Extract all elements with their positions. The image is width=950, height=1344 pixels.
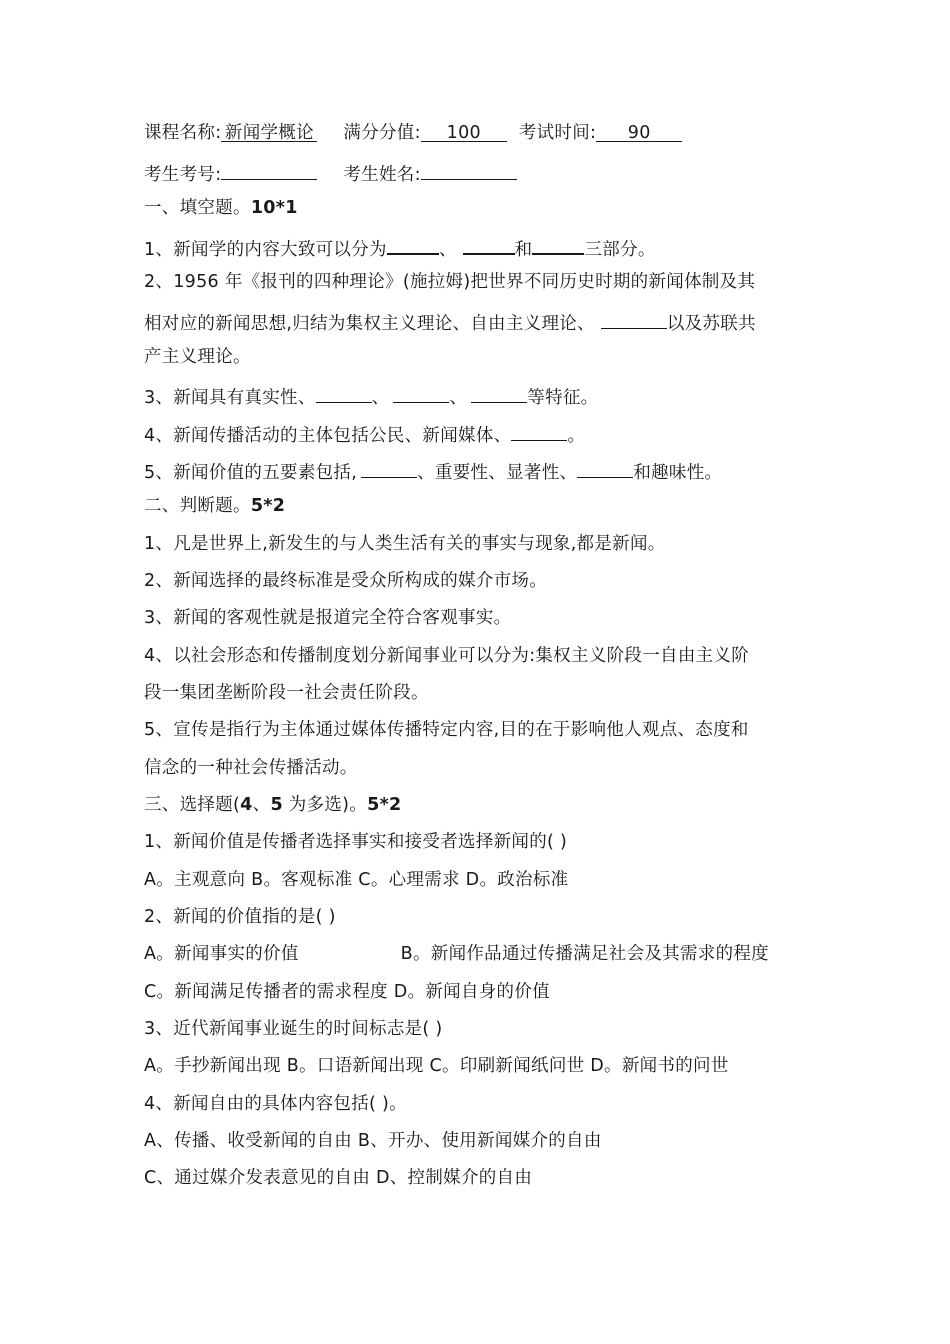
answer-blank <box>463 233 515 255</box>
section-points: 5*2 <box>250 496 286 516</box>
answer-blank <box>532 233 584 255</box>
mc-question-4-options-cd: C、通过媒介发表意见的自由 D、控制媒介的自由 <box>144 1168 533 1188</box>
tf-question-4-line-2: 段一集团垄断阶段一社会责任阶段。 <box>144 683 429 703</box>
mc-question-2-options-ab <box>144 942 769 966</box>
header-row-2 <box>144 159 517 187</box>
mc-question-2-options-cd: C。新闻满足传播者的需求程度 D。新闻自身的价值 <box>144 982 550 1002</box>
fill-question-2-line-2: 相对应的新闻思想,归结为集权主义理论、自由主义理论、 以及苏联共 <box>144 308 756 336</box>
fill-question-4: 4、新闻传播活动的主体包括公民、新闻媒体、 。 <box>144 420 585 448</box>
time-value: 90 <box>596 121 682 142</box>
section-points: 5*2 <box>367 795 402 815</box>
course-label: 课程名称: <box>144 123 222 143</box>
score-value: 100 <box>421 121 507 142</box>
mc-question-1-options: A。主观意向 B。客观标准 C。心理需求 D。政治标准 <box>144 870 569 890</box>
tf-question-5-line-2: 信念的一种社会传播活动。 <box>144 758 358 778</box>
tf-question-4-line-1: 4、以社会形态和传播制度划分新闻事业可以分为:集权主义阶段一自由主义阶 <box>144 646 750 666</box>
answer-blank <box>577 457 633 478</box>
answer-blank <box>361 457 417 478</box>
tf-question-5-line-1: 5、宣传是指行为主体通过媒体传播特定内容,目的在于影响他人观点、态度和 <box>144 720 749 740</box>
answer-blank <box>316 382 372 403</box>
exam-id-label: 考生考号: <box>144 165 222 185</box>
option-a: A。新闻事实的价值 <box>144 944 299 964</box>
mc-question-1: 1、新闻价值是传播者选择事实和接受者选择新闻的( ) <box>144 832 568 852</box>
answer-blank <box>511 420 567 441</box>
fill-question-5: 5、新闻价值的五要素包括, 、重要性、显著性、 和趣味性。 <box>144 457 722 485</box>
fill-question-1: 1、新闻学的内容大致可以分为 、 和 三部分。 <box>144 233 656 262</box>
course-name: 新闻学概论 <box>221 121 317 142</box>
tf-question-1: 1、凡是世界上,新发生的与人类生活有关的事实与现象,都是新闻。 <box>144 534 666 554</box>
section-points: 10*1 <box>250 198 298 218</box>
fill-question-2-line-1: 2、1956 年《报刊的四种理论》(施拉姆)把世界不同历史时期的新闻体制及其 <box>144 272 756 292</box>
exam-id-blank <box>221 159 317 180</box>
student-name-blank <box>421 159 517 180</box>
header-row-1 <box>144 121 682 145</box>
mc-question-3-options: A。手抄新闻出现 B。口语新闻出现 C。印刷新闻纸问世 D。新闻书的问世 <box>144 1056 729 1076</box>
student-name-label: 考生姓名: <box>343 165 421 185</box>
answer-blank <box>387 233 439 255</box>
mc-question-4-options-ab: A、传播、收受新闻的自由 B、开办、使用新闻媒介的自由 <box>144 1131 602 1151</box>
section-title-fill-in: 一、填空题。10*1 <box>144 198 298 218</box>
score-label: 满分分值: <box>343 123 421 143</box>
fill-question-3: 3、新闻具有真实性、 、 、 等特征。 <box>144 382 598 410</box>
answer-blank <box>601 308 667 329</box>
mc-question-3: 3、近代新闻事业诞生的时间标志是( ) <box>144 1019 443 1039</box>
answer-blank <box>393 382 449 403</box>
fill-question-2-line-3: 产主义理论。 <box>144 347 251 367</box>
option-b: B。新闻作品通过传播满足社会及其需求的程度 <box>400 944 769 964</box>
mc-question-2: 2、新闻的价值指的是( ) <box>144 907 336 927</box>
tf-question-3: 3、新闻的客观性就是报道完全符合客观事实。 <box>144 608 512 628</box>
time-label: 考试时间: <box>518 123 597 143</box>
section-title-multiple-choice: 三、选择题(4、5 为多选)。5*2 <box>144 795 402 815</box>
mc-question-4: 4、新闻自由的具体内容包括( )。 <box>144 1094 407 1114</box>
answer-blank <box>471 382 527 403</box>
tf-question-2: 2、新闻选择的最终标准是受众所构成的媒介市场。 <box>144 571 548 591</box>
section-title-true-false: 二、判断题。5*2 <box>144 496 286 516</box>
